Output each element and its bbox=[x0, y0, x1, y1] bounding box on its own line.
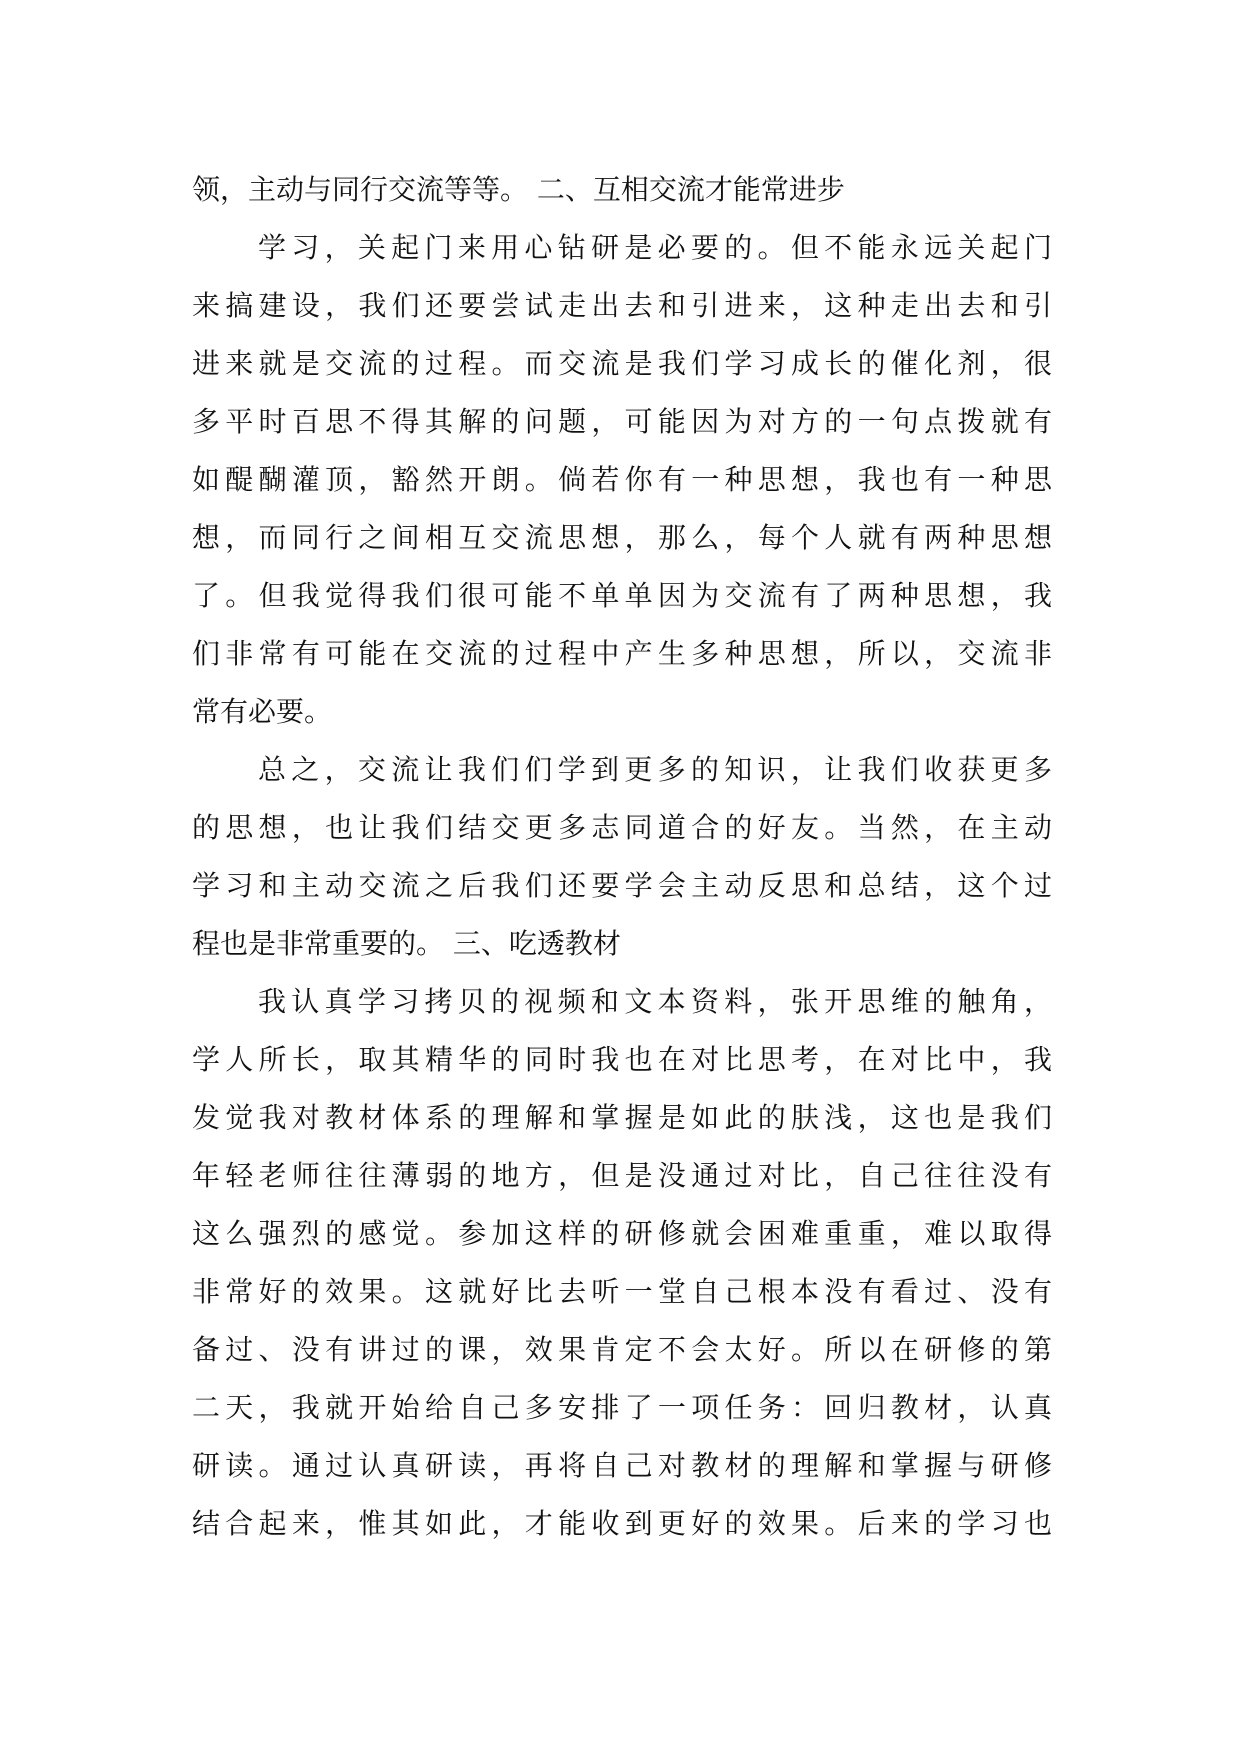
text-line: 研读。通过认真研读，再将自己对教材的理解和掌握与研修 bbox=[192, 1449, 1052, 1482]
document-body bbox=[192, 161, 1052, 1553]
text-line: 来搞建设，我们还要尝试走出去和引进来，这种走出去和引 bbox=[192, 289, 1052, 322]
text-line: 的思想，也让我们结交更多志同道合的好友。当然，在主动 bbox=[192, 811, 1052, 844]
text-line: 这么强烈的感觉。参加这样的研修就会困难重重，难以取得 bbox=[192, 1217, 1052, 1250]
text-line: 学习和主动交流之后我们还要学会主动反思和总结，这个过 bbox=[192, 869, 1052, 902]
text-line: 学习，关起门来用心钻研是必要的。但不能永远关起门 bbox=[258, 231, 1052, 264]
text-line: 学人所长，取其精华的同时我也在对比思考，在对比中，我 bbox=[192, 1043, 1052, 1076]
text-line: 了。但我觉得我们很可能不单单因为交流有了两种思想，我 bbox=[192, 579, 1052, 612]
text-line: 总之，交流让我们们学到更多的知识，让我们收获更多 bbox=[258, 753, 1052, 786]
text-line: 我认真学习拷贝的视频和文本资料，张开思维的触角， bbox=[258, 985, 1052, 1018]
text-line: 领，主动与同行交流等等。 二、互相交流才能常进步 bbox=[192, 173, 845, 206]
text-line: 进来就是交流的过程。而交流是我们学习成长的催化剂，很 bbox=[192, 347, 1052, 380]
text-line: 结合起来，惟其如此，才能收到更好的效果。后来的学习也 bbox=[192, 1507, 1052, 1540]
text-line: 程也是非常重要的。 三、吃透教材 bbox=[192, 927, 621, 960]
text-line: 如醍醐灌顶，豁然开朗。倘若你有一种思想，我也有一种思 bbox=[192, 463, 1052, 496]
text-line: 备过、没有讲过的课，效果肯定不会太好。所以在研修的第 bbox=[192, 1333, 1052, 1366]
text-line: 二天，我就开始给自己多安排了一项任务：回归教材，认真 bbox=[192, 1391, 1052, 1424]
text-line: 想，而同行之间相互交流思想，那么，每个人就有两种思想 bbox=[192, 521, 1052, 554]
text-line: 常有必要。 bbox=[192, 695, 333, 728]
text-line: 年轻老师往往薄弱的地方，但是没通过对比，自己往往没有 bbox=[192, 1159, 1052, 1192]
text-line: 发觉我对教材体系的理解和掌握是如此的肤浅，这也是我们 bbox=[192, 1101, 1052, 1134]
text-line: 们非常有可能在交流的过程中产生多种思想，所以，交流非 bbox=[192, 637, 1052, 670]
text-line: 多平时百思不得其解的问题，可能因为对方的一句点拨就有 bbox=[192, 405, 1052, 438]
text-line: 非常好的效果。这就好比去听一堂自己根本没有看过、没有 bbox=[192, 1275, 1052, 1308]
